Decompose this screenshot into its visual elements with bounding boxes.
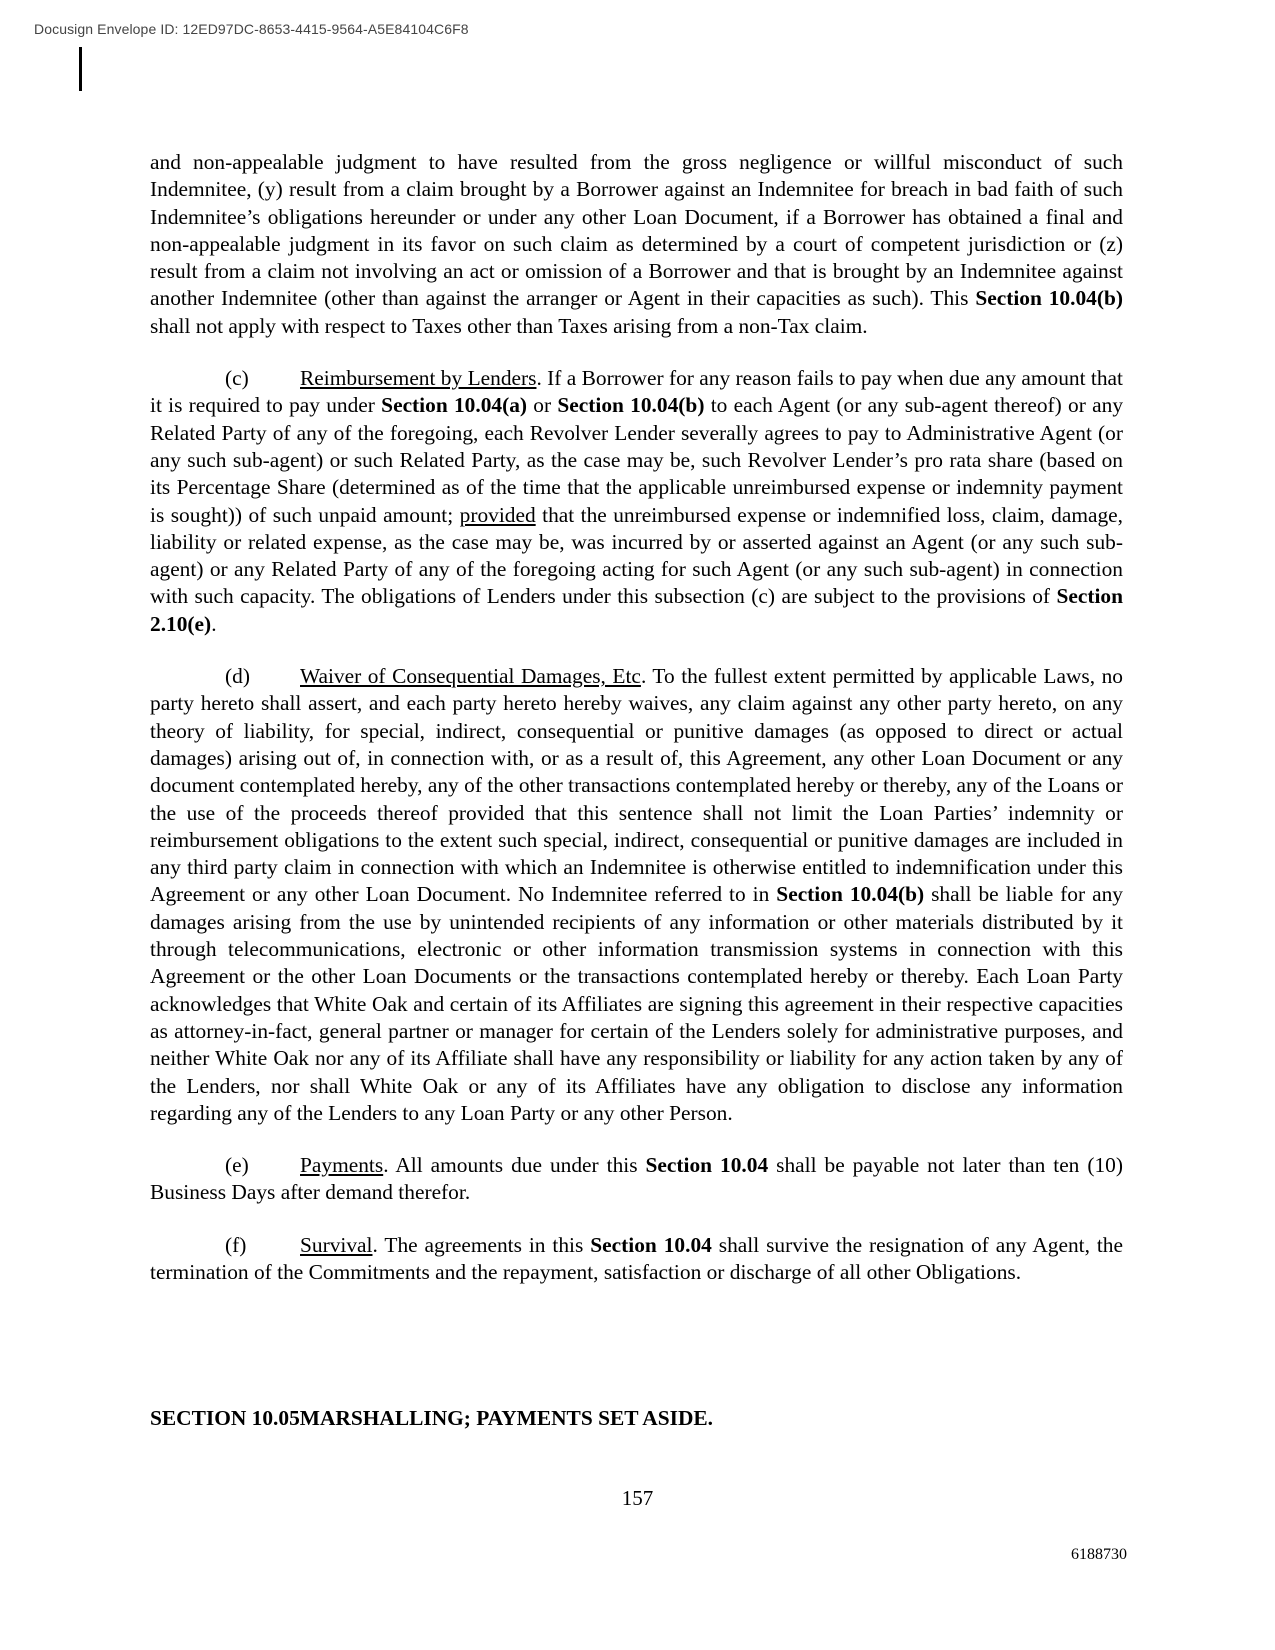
document-body — [150, 149, 1123, 1286]
paragraph-f: (f) Survival. The agreements in this Section 10.04 shall survive the resignation of any Agent, the termination of the Commitments and the repayment, satisfaction or discharge of all other Obligations. — [150, 1232, 1123, 1284]
paragraph-title: Reimbursement by Lenders — [300, 366, 537, 391]
section-ref: Section 10.04(b) — [776, 882, 925, 907]
paragraph-title: Survival — [300, 1232, 373, 1257]
paragraph-title: Waiver of Consequential Damages, Etc — [300, 664, 641, 689]
paragraph-d: (d) Waiver of Consequential Damages, Etc. To the fullest extent permitted by applicable Laws, no party hereto shall assert, and each party hereto hereby waives, any claim against any other party hereto, on any theory of liability, for special, indirect, consequential or punitive damages (as opposed to direct or actual damages) arising out of, in connection with, or as a result of, this Agreement, any other Loan Document or any document contemplated hereby, any of the other transactions contemplated hereby or thereby, any of the Loans or the use of the proceeds thereof provided that this sentence shall not limit the Loan Parties’ indemnity or reimbursement obligations to the extent such special, indirect, consequential or punitive damages are included in any third party claim in connection with which an Indemnitee is otherwise entitled to indemnification under this Agreement or any other Loan Document. No Indemnitee referred to in Section 10.04(b) shall be liable for any damages arising from the use by unintended recipients of any information or other materials distributed by it through telecommunications, electronic or other information transmission systems in connection with this Agreement or the other Loan Documents or the transactions contemplated hereby or thereby. Each Loan Party acknowledges that White Oak and certain of its Affiliates are signing this agreement in their respective capacities as attorney-in-fact, general partner or manager for certain of the Lenders solely for administrative purposes, and neither White Oak nor any of its Affiliate shall have any responsibility or liability for any action taken by any of the Lenders, nor shall White Oak or any of its Affiliates have any obligation to disclose any information regarding any of the Lenders to any Loan Party or any other Person. — [150, 664, 1123, 1125]
revision-bar — [79, 47, 82, 91]
section-ref: Section 10.04(b) — [975, 286, 1123, 311]
section-ref: Section 10.04(a) — [381, 393, 528, 418]
paragraph-b-continued: and non-appealable judgment to have resulted from the gross negligence or willful misconduct of such Indemnitee, (y) result from a claim brought by a Borrower against an Indemnitee for breach in bad faith of such Indemnitee’s obligations hereunder or under any other Loan Document, if a Borrower has obtained a final and non-appealable judgment in its favor on such claim as determined by a court of competent jurisdiction or (z) result from a claim not involving an act or omission of a Borrower and that is brought by an Indemnitee against another Indemnitee (other than against the arranger or Agent in their capacities as such). This Section 10.04(b) shall not apply with respect to Taxes other than Taxes arising from a non-Tax claim. — [150, 150, 1123, 338]
paragraph-label: (c) — [225, 366, 249, 391]
paragraph-label: (d) — [225, 664, 250, 689]
section-ref: Section 2.10(e) — [150, 584, 1123, 636]
document-id: 6188730 — [1071, 1546, 1127, 1563]
section-ref: Section 10.04 — [590, 1232, 712, 1257]
section-heading: SECTION 10.05MARSHALLING; PAYMENTS SET ASIDE. — [150, 1406, 714, 1430]
paragraph-e: (e) Payments. All amounts due under this Section 10.04 shall be payable not later than ten (10) Business Days after demand therefor. — [150, 1153, 1123, 1205]
paragraph-label: (f) — [225, 1232, 247, 1257]
paragraph-title: Payments — [300, 1153, 384, 1178]
paragraph-label: (e) — [225, 1153, 249, 1178]
paragraph-c: (c) Reimbursement by Lenders. If a Borrower for any reason fails to pay when due any amount that it is required to pay under Section 10.04(a) or Section 10.04(b) to each Agent (or any sub-agent thereof) or any Related Party of any of the foregoing, each Revolver Lender severally agrees to pay to Administrative Agent (or any such sub-agent) or such Related Party, as the case may be, such Revolver Lender’s pro rata share (based on its Percentage Share (determined as of the time that the applicable unreimbursed expense or indemnity payment is sought)) of such unpaid amount; provided that the unreimbursed expense or indemnified loss, claim, damage, liability or related expense, as the case may be, was incurred by or asserted against an Agent (or any such sub-agent) or any Related Party of any of the foregoing acting for such Agent (or any such sub-agent) in connection with such capacity. The obligations of Lenders under this subsection (c) are subject to the provisions of Section 2.10(e). — [150, 366, 1124, 636]
envelope-id-header: Docusign Envelope ID: 12ED97DC-8653-4415-9564-A5E84104C6F8 — [34, 21, 469, 37]
provided-term: provided — [459, 502, 536, 527]
section-ref: Section 10.04(b) — [557, 393, 705, 418]
section-ref: Section 10.04 — [645, 1153, 769, 1178]
page-number: 157 — [621, 1486, 654, 1510]
